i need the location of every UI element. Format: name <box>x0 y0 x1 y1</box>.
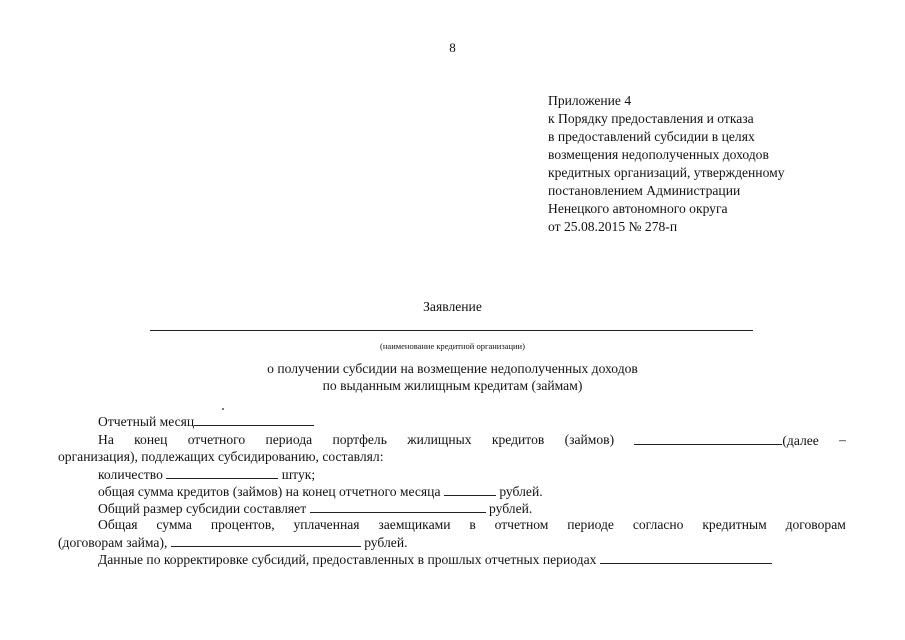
interest-word: сумма <box>156 517 192 532</box>
subsidy-field[interactable] <box>310 500 486 513</box>
interest-word: заемщиками <box>378 517 451 532</box>
portfolio-continuation: организация), подлежащих субсидированию, составлял: <box>58 449 384 464</box>
subject-line: по выданным жилищным кредитам (займам) <box>322 378 583 393</box>
scan-speck <box>222 408 224 410</box>
portfolio-dash: – <box>839 432 846 447</box>
portfolio-word: периода <box>265 432 313 447</box>
interest-word: согласно <box>632 517 684 532</box>
interest-unit: рублей. <box>364 535 408 550</box>
reporting-month-row <box>98 413 314 430</box>
quantity-unit: штук; <box>281 467 316 482</box>
interest-continuation <box>58 534 408 551</box>
interest-word: процентов, <box>210 517 275 532</box>
interest-word: кредитным <box>702 517 767 532</box>
reporting-month-label: Отчетный месяц <box>98 414 195 429</box>
interest-loan-label: (договорам займа), <box>58 535 168 550</box>
total-loans-field[interactable] <box>444 483 496 496</box>
interest-word: периоде <box>567 517 614 532</box>
total-loans-unit: рублей. <box>499 484 543 499</box>
annex-line: в предоставлений субсидии в целях <box>548 129 755 144</box>
page-number: 8 <box>449 40 456 55</box>
interest-word: договорам <box>785 517 846 532</box>
portfolio-word: конец <box>134 432 168 447</box>
interest-word: Общая <box>98 517 138 532</box>
subsidy-label: Общий размер субсидии составляет <box>98 501 307 516</box>
corrections-field[interactable] <box>600 551 772 564</box>
portfolio-tail <box>634 432 818 449</box>
portfolio-word: жилищных <box>407 432 472 447</box>
interest-word: отчетном <box>494 517 549 532</box>
subsidy-unit: рублей. <box>488 501 533 516</box>
organization-name-field[interactable] <box>150 330 753 331</box>
organization-name-caption: (наименование кредитной организации) <box>380 341 525 351</box>
portfolio-word: На <box>98 432 114 447</box>
subject-line: о получении субсидии на возмещение недополученных доходов <box>267 361 638 376</box>
portfolio-tail-text: (далее <box>782 433 819 448</box>
annex-line: постановлением Администрации <box>548 183 741 198</box>
annex-line: Ненецкого автономного округа <box>548 201 728 216</box>
total-loans-row <box>98 483 543 500</box>
interest-row <box>98 517 846 533</box>
interest-word: уплаченная <box>293 517 360 532</box>
subsidy-row <box>98 500 532 517</box>
annex-line: Приложение 4 <box>548 93 632 108</box>
quantity-label: количество <box>98 467 163 482</box>
total-loans-label: общая сумма кредитов (займов) на конец отчетного месяца <box>98 484 441 499</box>
document-subject <box>0 360 905 394</box>
interest-word: в <box>469 517 476 532</box>
portfolio-word: кредитов <box>491 432 545 447</box>
annex-line: к Порядку предоставления и отказа <box>548 111 754 126</box>
reporting-month-field[interactable] <box>194 413 314 426</box>
portfolio-field[interactable] <box>634 432 782 445</box>
portfolio-row <box>98 432 846 449</box>
interest-field[interactable] <box>171 534 361 547</box>
quantity-field[interactable] <box>166 466 278 479</box>
corrections-row <box>98 551 772 568</box>
annex-header <box>548 92 785 236</box>
annex-line: кредитных организаций, утвержденному <box>548 165 785 180</box>
annex-line: от 25.08.2015 № 278-п <box>548 219 678 234</box>
quantity-row <box>98 466 315 483</box>
portfolio-word: портфель <box>332 432 387 447</box>
document-title: Заявление <box>423 299 482 314</box>
corrections-label: Данные по корректировке субсидий, предоставленных в прошлых отчетных периодах <box>98 552 597 567</box>
portfolio-word: отчетного <box>187 432 246 447</box>
annex-line: возмещения недополученных доходов <box>548 147 769 162</box>
portfolio-word: (займов) <box>564 432 615 447</box>
